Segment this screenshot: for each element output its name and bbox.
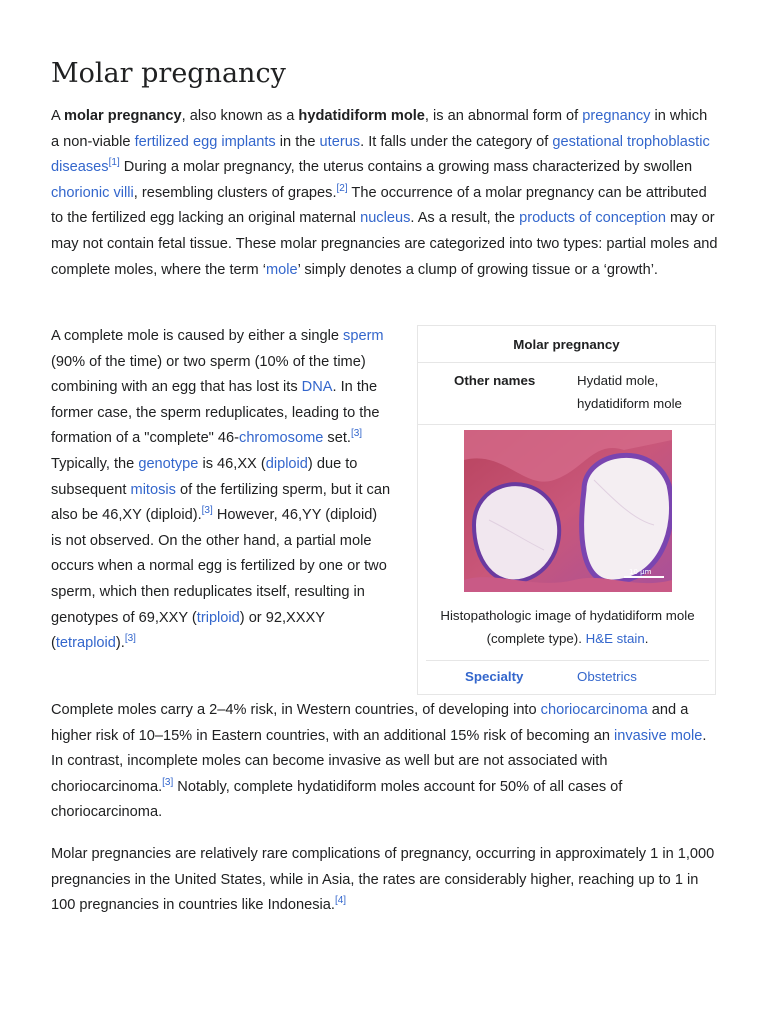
text: . In contrast, incomplete moles can become invasive as well but are not associated with choriocarcinoma. (51, 727, 707, 795)
paragraph-complete-mole (51, 324, 391, 657)
text: Molar pregnancies are relatively rare complications of pregnancy, occurring in approximately 1 in 1,000 pregnancies in the United States, while in Asia, the rates are considerably higher, reaching up to 1 in 100 pregnancies in countries like Indonesia. (51, 846, 715, 914)
citation-1[interactable]: [1] (108, 157, 120, 169)
specialty-label[interactable]: Specialty (465, 669, 524, 684)
link-gestational-trophoblastic-diseases[interactable]: gestational trophoblastic diseases (51, 133, 710, 176)
link-diploid[interactable]: diploid (265, 455, 308, 472)
text: ) due to subsequent (51, 455, 358, 498)
specialty-value[interactable]: Obstetrics (577, 669, 637, 684)
other-names-label: Other names (454, 373, 536, 388)
citation-3[interactable]: [3] (124, 633, 136, 645)
link-mitosis[interactable]: mitosis (130, 481, 176, 498)
paragraph-risk (51, 698, 718, 826)
histology-image[interactable] (464, 430, 672, 592)
text: ’ simply denotes a clump of growing tissue or a ‘growth’. (297, 261, 658, 278)
link-he-stain[interactable]: H&E stain (585, 631, 645, 646)
text: A complete mole is caused by either a single (51, 328, 344, 344)
link-nucleus[interactable]: nucleus (360, 210, 411, 227)
infobox-specialty-row (418, 662, 715, 696)
text: However, 46,YY (diploid) is not observed. On the other hand, a partial mole occurs when a normal egg is fertilized by one or two sperm, which then reduplicates itself, resulting in genotypes of 69,XXY ( (51, 507, 387, 626)
link-tetraploid[interactable]: tetraploid (55, 635, 116, 652)
text: . As a result, the (410, 210, 520, 227)
text: ). (115, 635, 125, 652)
link-chorionic-villi[interactable]: chorionic villi (51, 184, 134, 201)
other-names-value: Hydatid mole, hydatidiform mole (577, 373, 682, 411)
text: During a molar pregnancy, the uterus contains a growing mass characterized by swollen (119, 159, 693, 176)
infobox-other-names-row (418, 363, 715, 425)
scale-label: 10 µm (629, 568, 652, 576)
link-pregnancy[interactable]: pregnancy (582, 108, 651, 124)
citation-3[interactable]: [3] (201, 505, 213, 517)
citation-3[interactable]: [3] (162, 776, 174, 788)
link-genotype[interactable]: genotype (138, 455, 199, 472)
text: The occurrence of a molar pregnancy can be attributed to the fertilized egg lacking an original maternal (51, 184, 707, 227)
text: is 46,XX ( (198, 455, 266, 472)
text: , also known as a (181, 108, 299, 124)
page-title: Molar pregnancy (51, 58, 286, 89)
text: . In the former case, the sperm reduplicates, leading to the formation of a "complete" 46- (51, 379, 380, 447)
text: in which a non-viable (51, 108, 708, 150)
bold-term: hydatidiform mole (298, 108, 425, 124)
caption-end: . (644, 631, 649, 646)
text: set. (323, 430, 351, 447)
text: (90% of the time) or two sperm (10% of the time) combining with an egg that has lost its (51, 353, 366, 396)
link-uterus[interactable]: uterus (319, 133, 361, 150)
text: may or may not contain fetal tissue. These molar pregnancies are categorized into two types: partial moles and complete moles, where the term ‘ (51, 210, 718, 278)
link-choriocarcinoma[interactable]: choriocarcinoma (540, 702, 648, 718)
citation-2[interactable]: [2] (336, 182, 348, 194)
link-triploid[interactable]: triploid (196, 609, 240, 626)
paragraph-intro (51, 104, 718, 283)
bold-term: molar pregnancy (63, 108, 182, 124)
infobox (417, 325, 716, 695)
citation-3[interactable]: [3] (350, 428, 363, 440)
text: , is an abnormal form of (424, 108, 583, 124)
text: . It falls under the category of (360, 133, 553, 150)
link-fertilized-egg-implants[interactable]: fertilized egg implants (134, 133, 276, 150)
text: A (51, 108, 64, 124)
text: , resembling clusters of grapes. (133, 184, 337, 201)
paragraph-epidemiology (51, 842, 718, 919)
link-invasive-mole[interactable]: invasive mole (614, 727, 703, 744)
infobox-title: Molar pregnancy (418, 326, 715, 363)
infobox-caption (426, 604, 709, 661)
citation-4[interactable]: [4] (334, 895, 347, 907)
text: and a higher risk of 10–15% in Eastern countries, with an additional 15% risk of becoming an (51, 702, 689, 744)
text: Typically, the (51, 455, 139, 472)
link-mole[interactable]: mole (265, 261, 298, 278)
text: Notably, complete hydatidiform moles account for 50% of all cases of choriocarcinoma. (51, 778, 623, 821)
text: Complete moles carry a 2–4% risk, in Western countries, of developing into (51, 702, 541, 718)
villus-left (474, 484, 559, 581)
link-products-of-conception[interactable]: products of conception (519, 210, 666, 227)
text: in the (275, 133, 320, 150)
link-sperm[interactable]: sperm (343, 328, 384, 344)
text: ) or 92,XXXY ( (51, 609, 325, 652)
caption-text: Histopathologic image of hydatidiform mole (complete type). (440, 608, 695, 646)
text: of the fertilizing sperm, but it can also be 46,XY (diploid). (51, 481, 391, 524)
link-dna[interactable]: DNA (301, 379, 333, 396)
link-chromosome[interactable]: chromosome (239, 430, 324, 447)
